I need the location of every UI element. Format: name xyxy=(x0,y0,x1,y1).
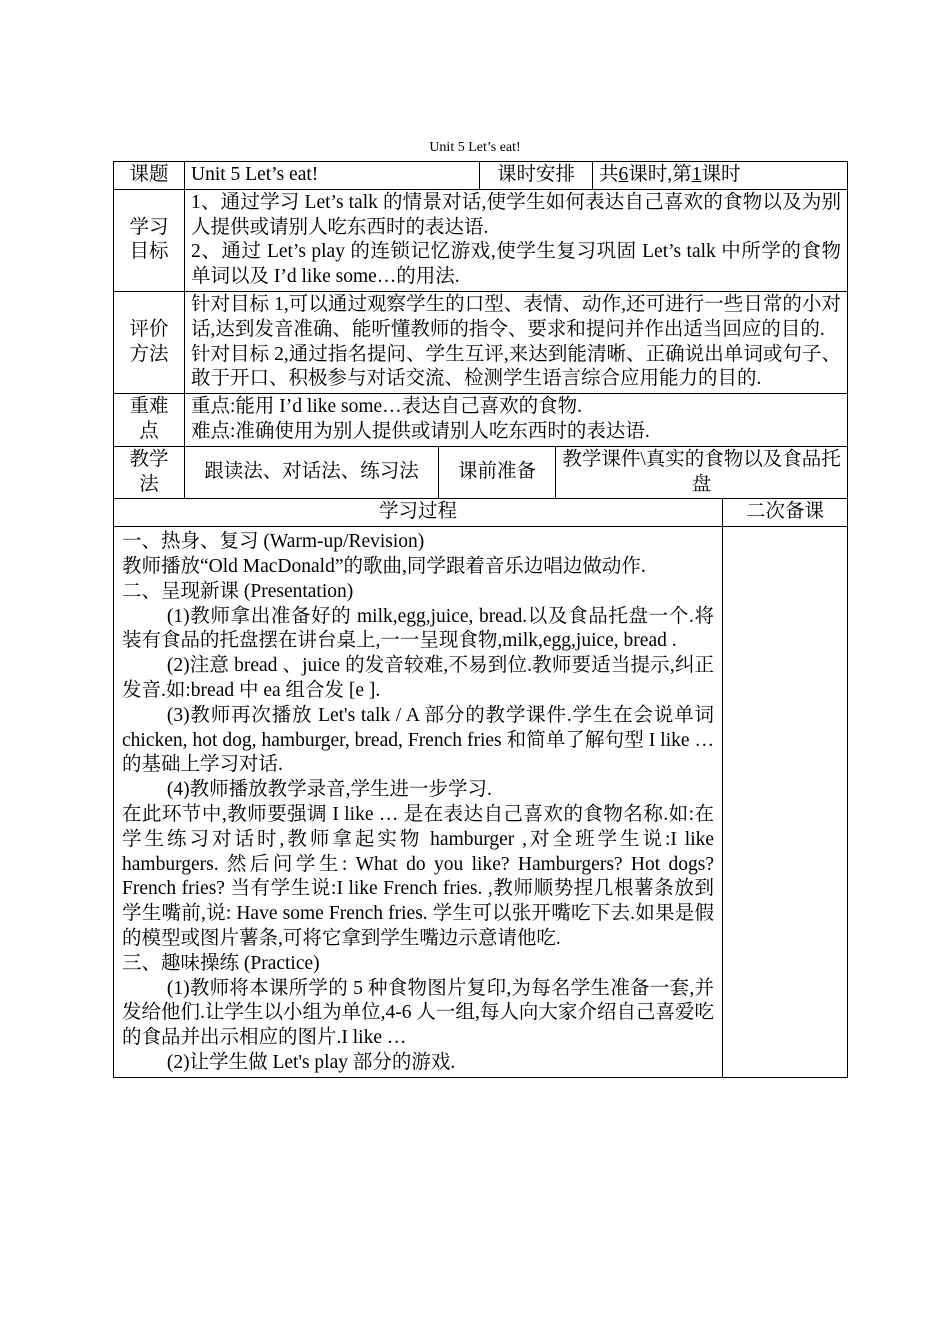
prep-label: 课前准备 xyxy=(439,446,556,499)
method-row xyxy=(114,446,848,499)
document-header: Unit 5 Let’s eat! xyxy=(429,140,521,155)
process-header-row xyxy=(114,499,848,527)
process-body-row xyxy=(114,527,848,1078)
evaluation-label: 评价方法 xyxy=(114,291,185,393)
difficulty-row xyxy=(114,394,848,447)
process-paragraph: (4)教师播放教学录音,学生进一步学习. xyxy=(166,779,492,801)
goals-label: 学习目标 xyxy=(114,189,185,291)
topic-value: Unit 5 Let’s eat! xyxy=(185,162,480,190)
process-heading: 学习过程 xyxy=(114,499,723,527)
section-heading: 二、呈现新课 (Presentation) xyxy=(122,580,354,602)
goal-item: 2、通过 Let’s play 的连锁记忆游戏,使学生复习巩固 Let’s talk 中所学的食物单词以及 I’d like some…的用法. xyxy=(191,241,842,288)
process-paragraph: (1)教师拿出准备好的 milk,egg,juice, bread.以及食品托盘一个.将装有食品的托盘摆在讲台桌上,一一呈现食物,milk,egg,juice, bread . xyxy=(122,605,715,652)
current-period: 1 xyxy=(691,164,702,185)
lesson-plan-table xyxy=(113,161,848,1078)
section-heading: 一、热身、复习 (Warm-up/Revision) xyxy=(122,531,425,553)
process-paragraph: (3)教师再次播放 Let's talk / A 部分的教学课件.学生在会说单词 chicken, hot dog, hamburger, bread, French fries 和简单了解句型 I like …的基础上学习对话. xyxy=(122,704,715,776)
difficulty-label: 重难点 xyxy=(114,394,185,447)
key-point: 重点:能用 I’d like some…表达自己喜欢的食物. xyxy=(191,396,583,418)
evaluation-content xyxy=(185,291,848,393)
secondary-prep-heading: 二次备课 xyxy=(723,499,848,527)
method-value: 跟读法、对话法、练习法 xyxy=(185,446,439,499)
secondary-prep-cell xyxy=(723,527,848,1078)
process-paragraph: 在此环节中,教师要强调 I like … 是在表达自己喜欢的食物名称.如:在学生练习对话时,教师拿起实物 hamburger ,对全班学生说:I like hamburgers. 然后问学生: What do you like? Hamburgers? Hot dogs? French fries? 当有学生说:I like French fries. ,教师顺势捏几根薯条放到学生嘴前,说: Have some French fries. 学生可以张开嘴吃下去.如果是假的模型或图片薯条,可将它拿到学生嘴边示意请他吃. xyxy=(122,803,715,949)
process-paragraph: (2)让学生做 Let's play 部分的游戏. xyxy=(166,1051,456,1073)
evaluation-item: 针对目标 2,通过指名提问、学生互评,来达到能清晰、正确说出单词或句子、敢于开口、积极参与对话交流、检测学生语言综合应用能力的目的. xyxy=(191,343,842,390)
topic-row xyxy=(114,162,848,190)
schedule-value: 共6课时,第1课时 xyxy=(593,162,848,190)
process-paragraph: (1)教师将本课所学的 5 种食物图片复印,为每名学生准备一套,并发给他们.让学生以小组为单位,4-6 人一组,每人向大家介绍自己喜爱吃的食品并出示相应的图片.I like … xyxy=(122,977,715,1049)
process-paragraph: 教师播放“Old MacDonald”的歌曲,同学跟着音乐边唱边做动作. xyxy=(122,555,646,577)
total-periods: 6 xyxy=(618,164,629,185)
difficult-point: 难点:准确使用为别人提供或请别人吃东西时的表达语. xyxy=(191,420,650,442)
goal-item: 1、通过学习 Let’s talk 的情景对话,使学生如何表达自己喜欢的食物以及为别人提供或请别人吃东西时的表达语. xyxy=(191,191,842,238)
section-heading: 三、趣味操练 (Practice) xyxy=(122,952,320,974)
goals-row xyxy=(114,189,848,291)
evaluation-row xyxy=(114,291,848,393)
method-label: 教学法 xyxy=(114,446,185,499)
topic-label: 课题 xyxy=(114,162,185,190)
difficulty-content xyxy=(185,394,848,447)
process-paragraph: (2)注意 bread 、juice 的发音较难,不易到位.教师要适当提示,纠正发音.如:bread 中 ea 组合发 [e ]. xyxy=(122,655,715,701)
process-content xyxy=(114,527,723,1078)
goals-content xyxy=(185,189,848,291)
schedule-label: 课时安排 xyxy=(480,162,593,190)
evaluation-item: 针对目标 1,可以通过观察学生的口型、表情、动作,还可进行一些日常的小对话,达到发音准确、能听懂教师的指令、要求和提问并作出适当回应的目的. xyxy=(191,293,842,340)
prep-value: 教学课件\真实的食物以及食品托盘 xyxy=(556,446,848,499)
